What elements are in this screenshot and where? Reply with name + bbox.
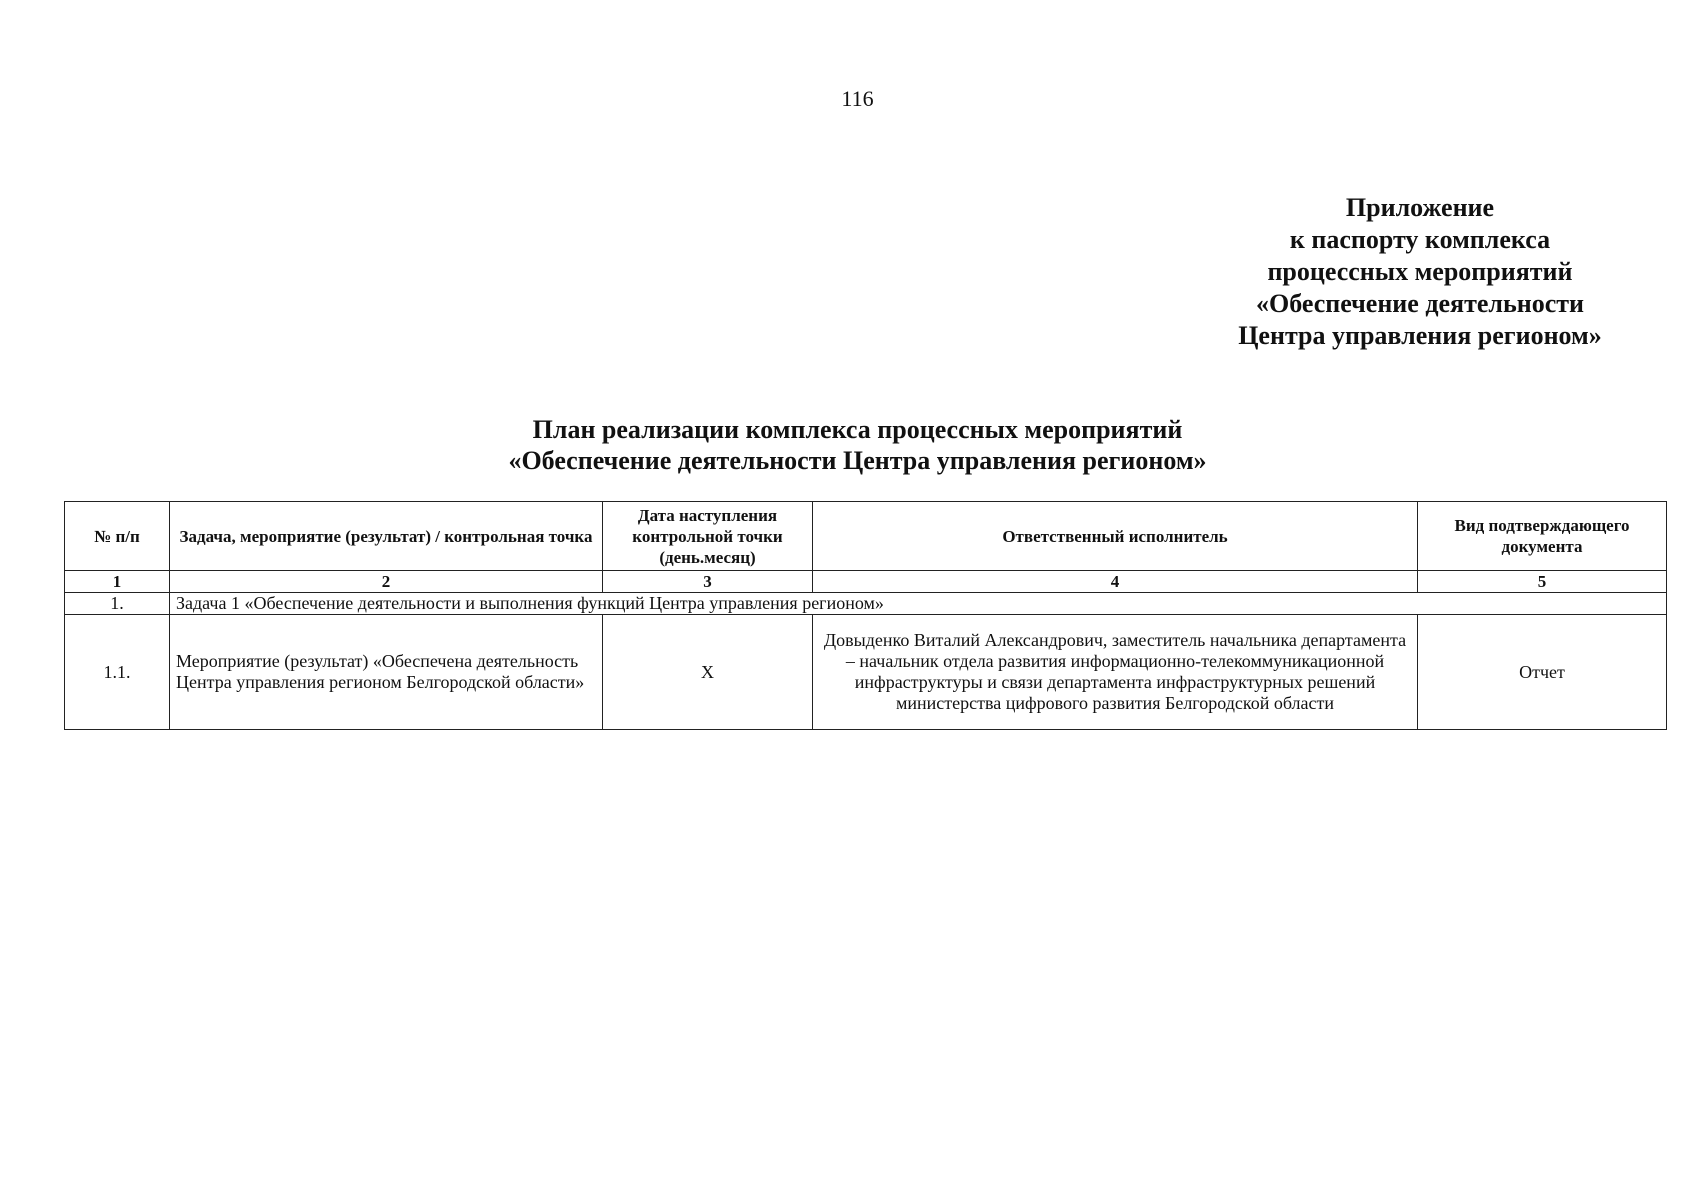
item-responsible: Довыденко Виталий Александрович, заместитель начальника департамента – начальник отдела развития информационно-телекоммуникационной инфраструктуры и связи департамента инфраструктурных решений министерства цифрового развития Белгородской области	[813, 615, 1418, 730]
page-number: 116	[841, 86, 874, 111]
appendix-line: «Обеспечение деятельности	[1255, 289, 1585, 318]
item-doc: Отчет	[1418, 615, 1667, 730]
item-date: Х	[603, 615, 813, 730]
appendix-line: к паспорту комплекса	[1289, 225, 1551, 254]
item-num: 1.1.	[65, 615, 170, 730]
appendix-line: процессных мероприятий	[1267, 257, 1573, 286]
table-row	[65, 615, 1667, 730]
task-row	[65, 593, 1667, 615]
task-text-value: Задача 1 «Обеспечение деятельности и выполнения функций Центра управления регионом»	[176, 593, 884, 613]
column-number: 1	[65, 571, 170, 593]
header-responsible: Ответственный исполнитель	[813, 502, 1418, 571]
header-task: Задача, мероприятие (результат) / контрольная точка	[170, 502, 603, 571]
appendix-line: Центра управления регионом»	[1238, 321, 1602, 350]
task-num: 1.	[65, 593, 170, 615]
plan-table	[64, 501, 1667, 730]
appendix-line: Приложение	[1345, 193, 1495, 222]
table-header-row	[65, 502, 1667, 571]
item-text: Мероприятие (результат) «Обеспечена деятельность Центра управления регионом Белгородской области»	[170, 615, 603, 730]
column-number: 4	[813, 571, 1418, 593]
column-number: 2	[170, 571, 603, 593]
task-text	[170, 593, 1667, 615]
header-num: № п/п	[65, 502, 170, 571]
column-number: 5	[1418, 571, 1667, 593]
document-title	[0, 414, 1697, 476]
appendix-heading	[1200, 192, 1640, 352]
column-number: 3	[603, 571, 813, 593]
column-number-row	[65, 571, 1667, 593]
title-line-2: «Обеспечение деятельности Центра управления регионом»	[508, 446, 1207, 475]
header-doc: Вид подтверждающего документа	[1418, 502, 1667, 571]
header-date: Дата наступления контрольной точки (день.месяц)	[603, 502, 813, 571]
title-line-1: План реализации комплекса процессных мероприятий	[532, 415, 1183, 444]
